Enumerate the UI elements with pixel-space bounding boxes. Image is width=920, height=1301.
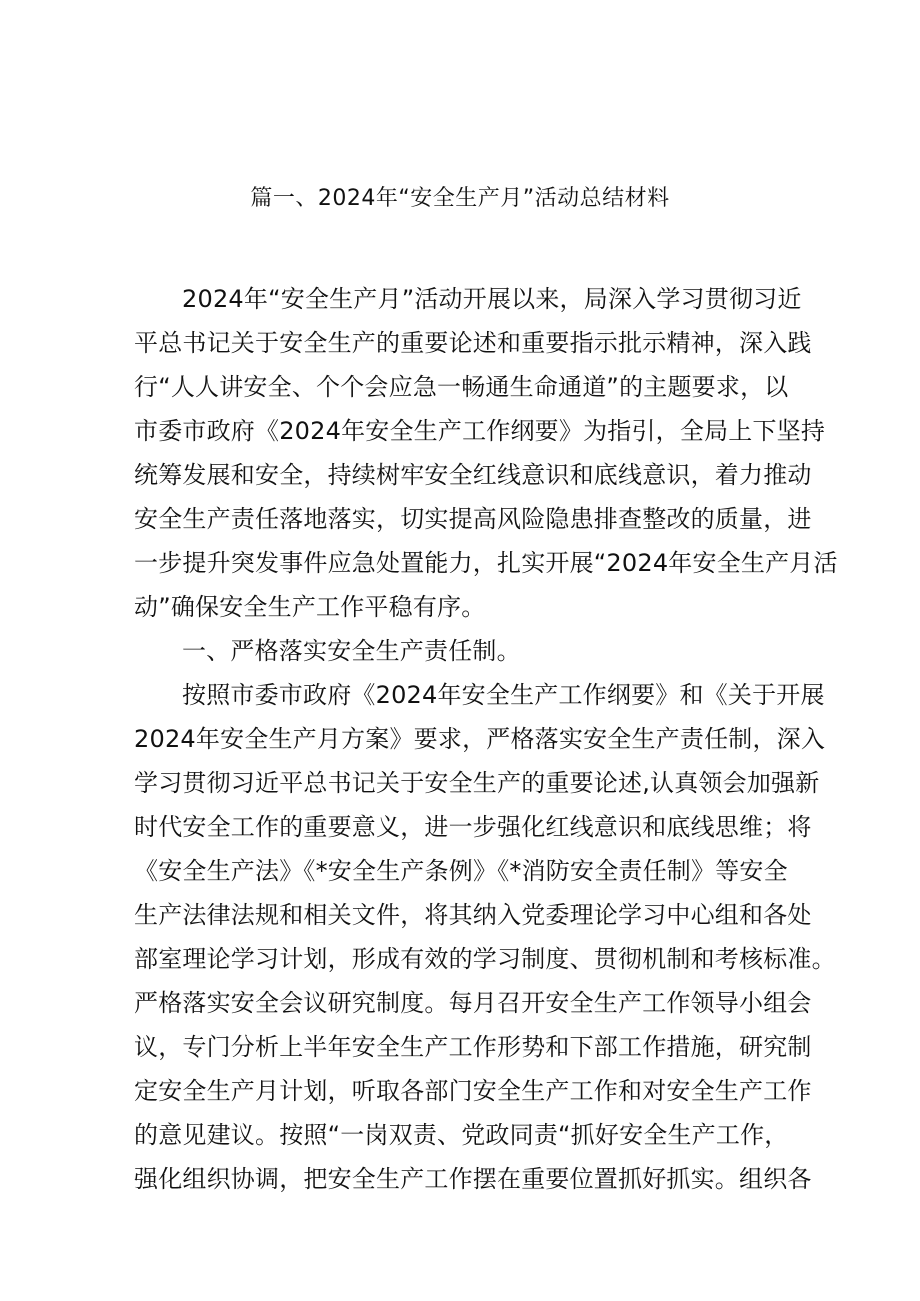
text-line: 市委市政府《2024年安全生产工作纲要》为指引，全局上下坚持 (134, 417, 826, 445)
text-line: 动”确保安全生产工作平稳有序。 (134, 593, 486, 621)
text-line: 定安全生产月计划，听取各部门安全生产工作和对安全生产工作 (134, 1077, 812, 1105)
text-line: 按照市委市政府《2024年安全生产工作纲要》和《关于开展 (182, 681, 825, 709)
text-line: 强化组织协调，把安全生产工作摆在重要位置抓好抓实。组织各 (134, 1165, 812, 1193)
text-line: 2024年安全生产月方案》要求，严格落实安全生产责任制，深入 (134, 725, 826, 753)
text-line: 平总书记关于安全生产的重要论述和重要指示批示精神，深入践 (134, 329, 812, 357)
text-line: 2024年“安全生产月”活动开展以来，局深入学习贯彻习近 (182, 285, 802, 313)
section-heading: 一、严格落实安全生产责任制。 (182, 637, 521, 665)
text-line: 安全生产责任落地落实，切实提高风险隐患排查整改的质量，进 (134, 505, 812, 533)
text-line: 议，专门分析上半年安全生产工作形势和下部工作措施，研究制 (134, 1033, 812, 1061)
text-line: 的意见建议。按照“一岗双责、党政同责“抓好安全生产工作， (134, 1121, 789, 1149)
text-line: 一步提升突发事件应急处置能力，扎实开展“2024年安全生产月活 (134, 549, 838, 577)
text-line: 生产法律法规和相关文件，将其纳入党委理论学习中心组和各处 (134, 901, 812, 929)
document-title: 篇一、2024年“安全生产月”活动总结材料 (250, 186, 670, 211)
text-line: 严格落实安全会议研究制度。每月召开安全生产工作领导小组会 (134, 989, 812, 1017)
text-line: 统筹发展和安全，持续树牢安全红线意识和底线意识，着力推动 (134, 461, 812, 489)
text-line: 《安全生产法》《*安全生产条例》《*消防安全责任制》等安全 (134, 857, 788, 885)
text-line: 时代安全工作的重要意义，进一步强化红线意识和底线思维；将 (134, 813, 812, 841)
text-line: 部室理论学习计划，形成有效的学习制度、贯彻机制和考核标准。 (134, 945, 836, 973)
text-line: 行“人人讲安全、个个会应急一畅通生命通道”的主题要求，以 (134, 373, 789, 401)
text-line: 学习贯彻习近平总书记关于安全生产的重要论述,认真领会加强新 (134, 769, 820, 797)
